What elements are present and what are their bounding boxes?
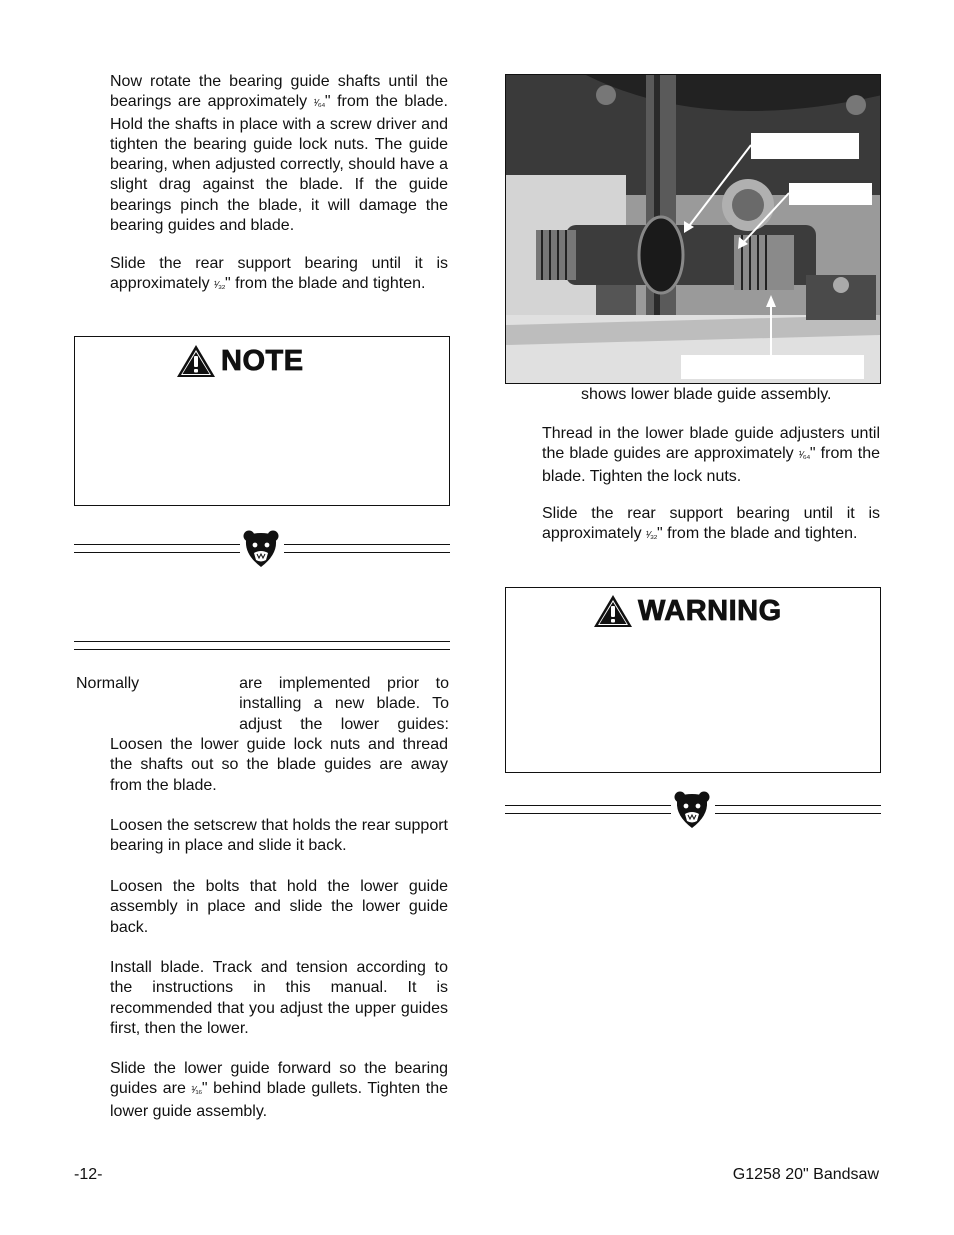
warning-heading-text: WARNING bbox=[638, 594, 782, 627]
fraction: ¹⁄₃₂ bbox=[214, 280, 226, 292]
page-number: -12- bbox=[74, 1166, 103, 1183]
lower-blade-guide-photo bbox=[505, 74, 881, 384]
fraction: ¹⁄₁₆ bbox=[191, 1085, 202, 1097]
section-divider-left bbox=[74, 542, 450, 554]
text-run: " behind blade gullets. Tighten the lower guide assembly. bbox=[110, 1080, 448, 1120]
text-run: Thread in the lower blade guide adjusters until the blade guides are approximately bbox=[542, 425, 880, 463]
warning-heading bbox=[592, 593, 782, 629]
fraction: ¹⁄₃₂ bbox=[646, 530, 658, 542]
text-run: " from the blade. Tighten the lock nuts. bbox=[542, 445, 881, 485]
text-run: " from the blade and tighten. bbox=[657, 525, 858, 543]
paragraph-rear-bearing-lower bbox=[542, 504, 880, 547]
fraction: ¹⁄₆₄ bbox=[798, 450, 810, 462]
fraction: ¹⁄₆₄ bbox=[313, 98, 325, 110]
warning-box bbox=[505, 587, 881, 773]
bear-logo-icon bbox=[673, 790, 711, 830]
figure-caption: shows lower blade guide assembly. bbox=[581, 386, 832, 403]
step-3: Loosen the bolts that hold the lower guide assembly in place and slide the lower guide back. bbox=[110, 878, 448, 936]
text-run: Normally bbox=[76, 675, 140, 692]
section-divider-right bbox=[505, 803, 881, 815]
paragraph-rotate-shafts bbox=[110, 72, 448, 236]
note-heading-text: NOTE bbox=[221, 344, 304, 377]
text-run: " from the blade and tighten. bbox=[225, 275, 426, 293]
step-5 bbox=[110, 1059, 448, 1122]
note-heading bbox=[175, 343, 304, 379]
paragraph-thread-adjusters bbox=[542, 424, 880, 487]
warning-triangle-icon bbox=[592, 593, 634, 629]
step-4: Install blade. Track and tension according to the instructions in this manual. It is recommended that you adjust the upper guides first, then the lower. bbox=[110, 959, 448, 1037]
model-name: G1258 20" Bandsaw bbox=[732, 1166, 879, 1183]
warning-triangle-icon bbox=[175, 343, 217, 379]
text-run: are implemented prior to installing a new blade. To adjust the lower guides: bbox=[239, 675, 449, 733]
text-run: Slide the rear support bearing until it is approximately bbox=[110, 255, 448, 293]
note-box bbox=[74, 336, 450, 506]
paragraph-rear-bearing-upper bbox=[110, 254, 448, 297]
photo-illustration bbox=[506, 75, 881, 384]
text-run: Slide the lower guide forward so the bearing guides are bbox=[110, 1060, 448, 1098]
text-run: " from the blade. Hold the shafts in place with a screw driver and tighten the bearing guide lock nuts. The guide bearing, when adjusted correctly, should have a slight drag against the blade. If the guide bearings pinch the blade, it will damage the bearing guides and blade. bbox=[110, 93, 449, 235]
step-2: Loosen the setscrew that holds the rear support bearing in place and slide it back. bbox=[110, 817, 448, 855]
step-1: Loosen the lower guide lock nuts and thread the shafts out so the blade guides are away from the blade. bbox=[110, 736, 448, 794]
paragraph-normally bbox=[76, 674, 449, 735]
text-run: Slide the rear support bearing until it is approximately bbox=[542, 505, 880, 543]
line-1 bbox=[76, 674, 449, 735]
bear-logo-icon bbox=[242, 529, 280, 569]
section-rule-lower bbox=[74, 649, 450, 650]
section-rule bbox=[74, 641, 450, 642]
text-run-gap bbox=[139, 674, 239, 735]
text-run: Now rotate the bearing guide shafts until the bearings are approximately bbox=[110, 73, 448, 111]
